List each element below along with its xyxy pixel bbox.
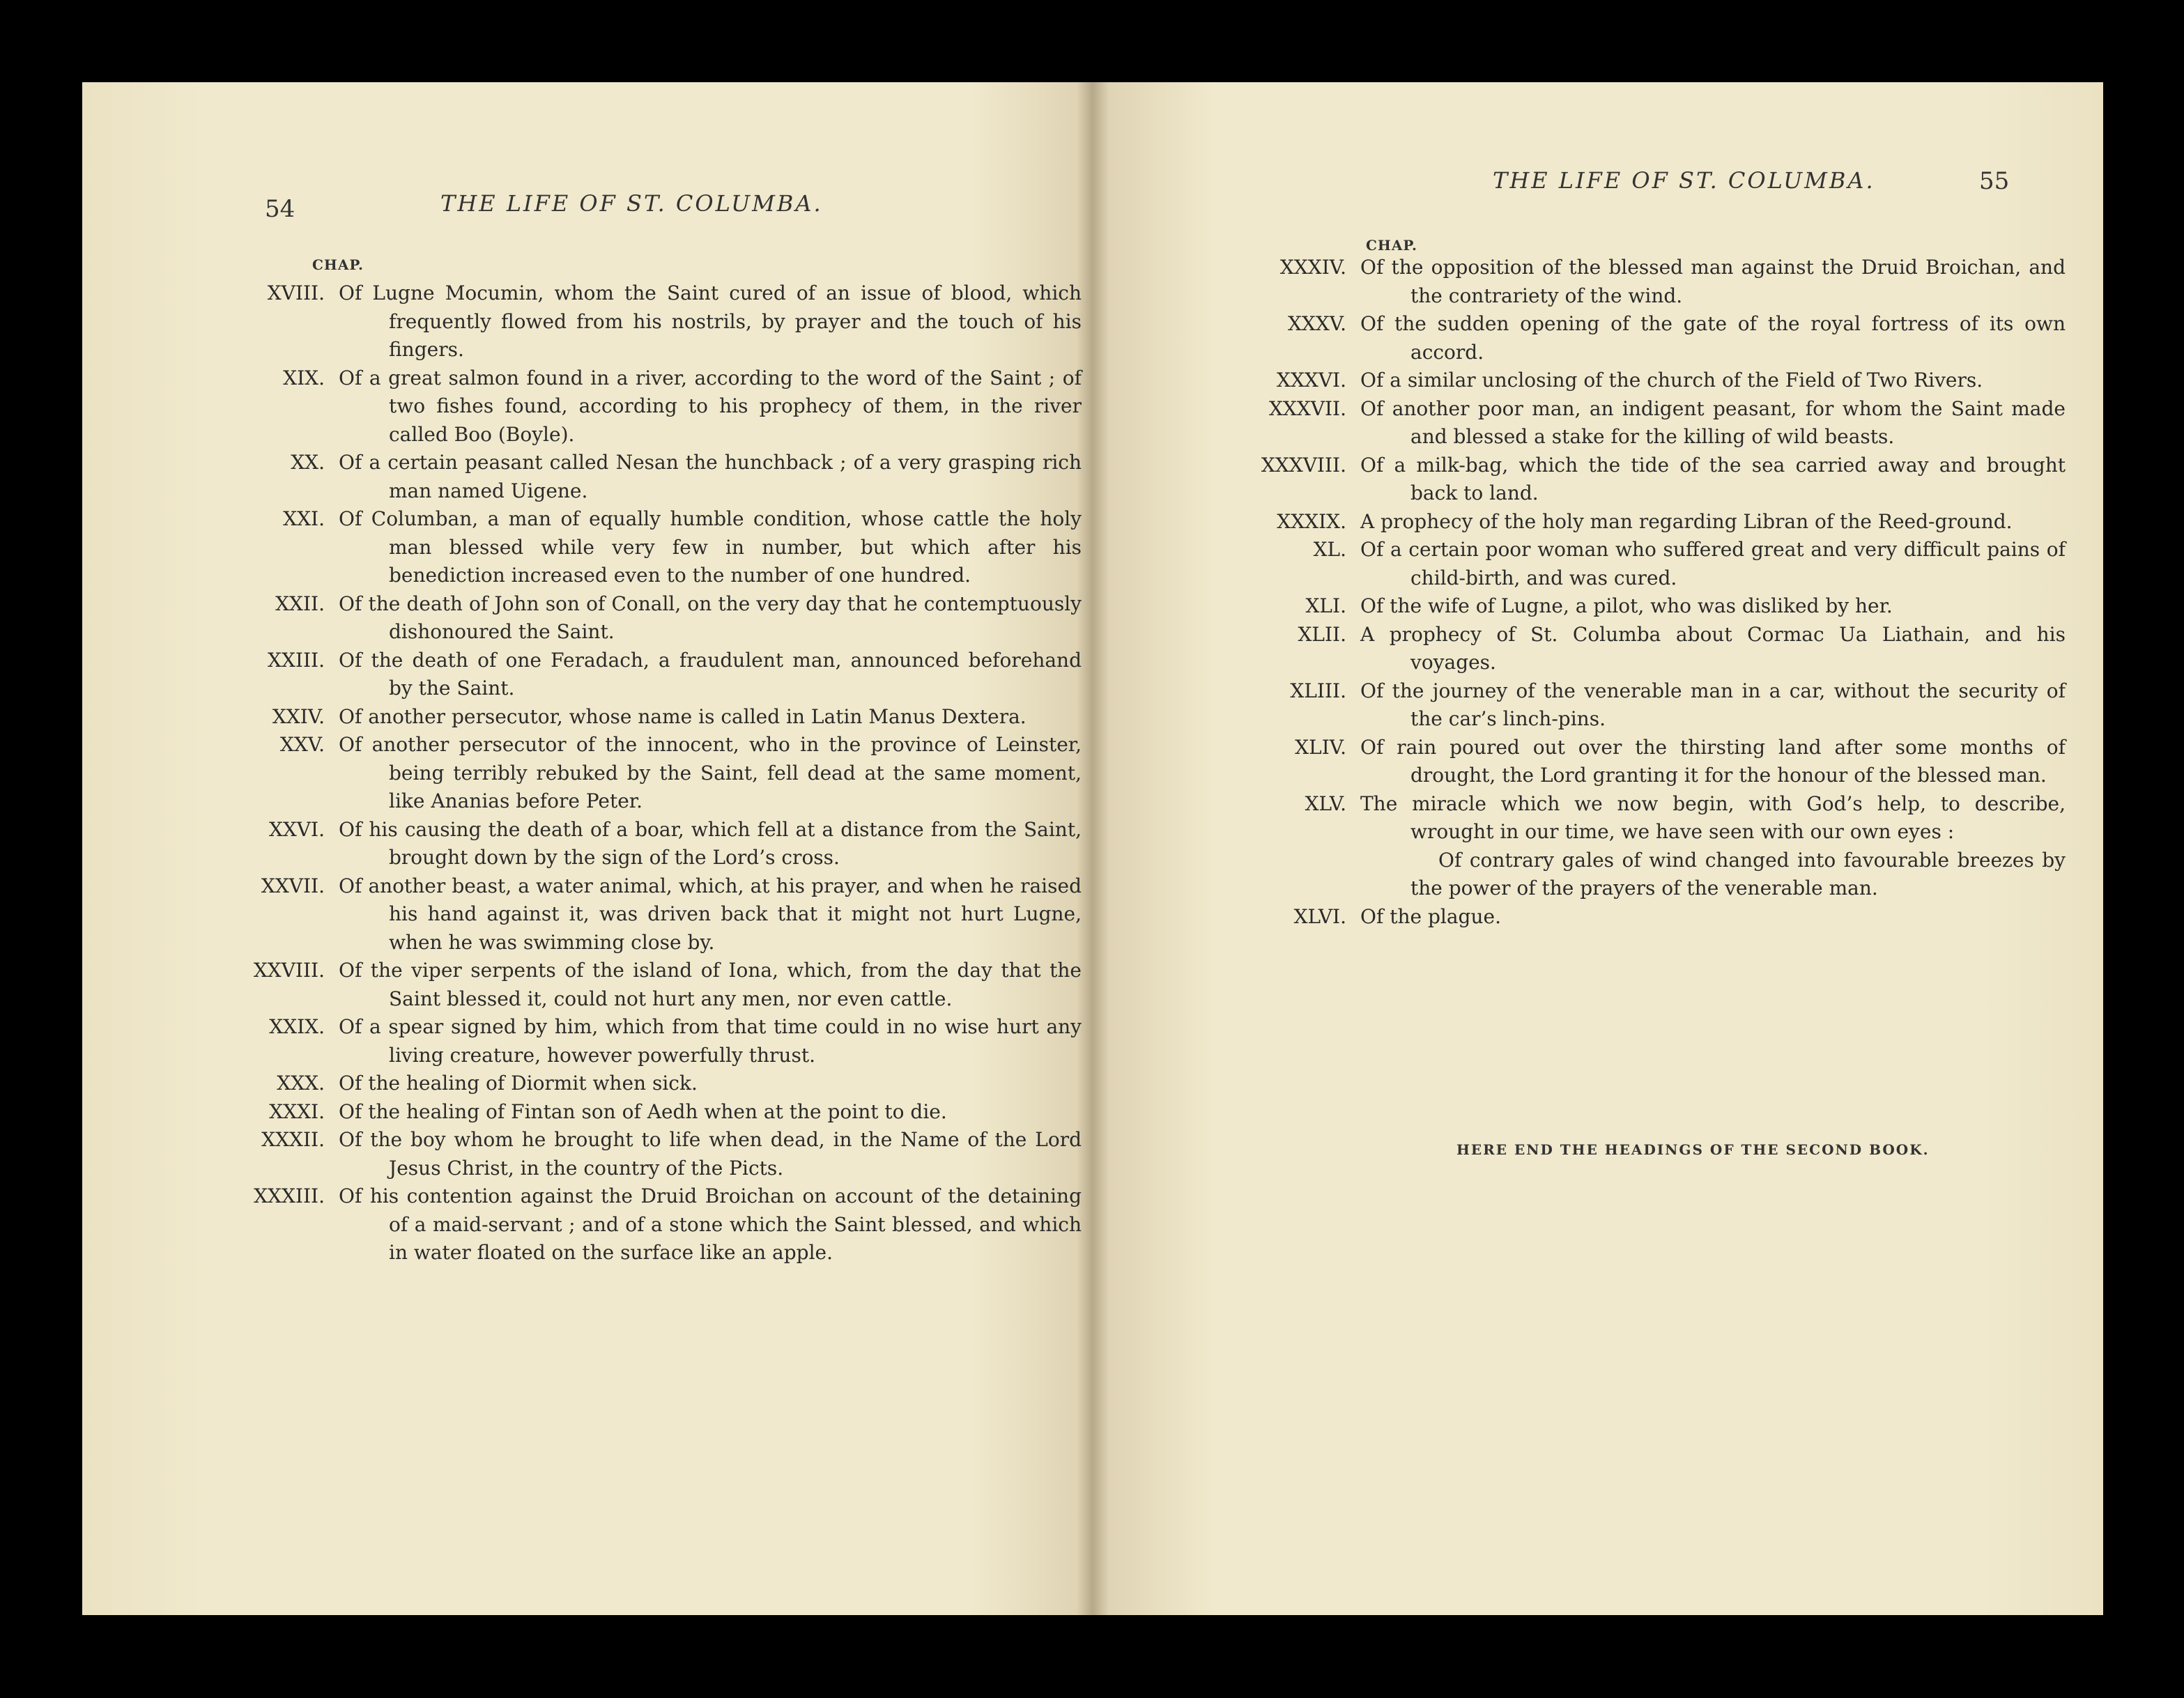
chapter-number: XL.: [1313, 538, 1346, 561]
chapter-number: XXIV.: [272, 704, 325, 728]
chapter-entry: [227, 872, 1082, 957]
chap-label: CHAP.: [312, 256, 364, 273]
chapter-text: Of the boy whom he brought to life when dead, in the Name of the Lord Jesus Christ, in the country of the Picts.: [339, 1128, 1082, 1180]
chapter-text: Of Lugne Mocumin, whom the Saint cured of an issue of blood, which frequently flowed from his nostrils, by prayer and the touch of his fingers.: [339, 281, 1082, 361]
chapter-number: XXXVII.: [1268, 396, 1346, 420]
chapter-number: XLVI.: [1293, 904, 1346, 928]
chapter-entry: [227, 1070, 1082, 1098]
chapter-text: Of another poor man, an indigent peasant, for whom the Saint made and blessed a stake for the killing of wild beasts.: [1360, 396, 2066, 448]
chapter-text: Of the sudden opening of the gate of the royal fortress of its own accord.: [1360, 312, 2066, 364]
chapter-number: XLV.: [1305, 792, 1346, 815]
chapter-text: Of the death of John son of Conall, on the very day that he contemptuously dishonoured the Saint.: [339, 592, 1082, 643]
chapter-number: XLIII.: [1290, 679, 1346, 702]
running-head: THE LIFE OF ST. COLUMBA.: [440, 190, 823, 217]
chapter-number: XLIV.: [1295, 735, 1346, 759]
chapter-entry: [1249, 621, 2066, 677]
chapter-entry: [227, 1126, 1082, 1182]
chapter-entry: [1249, 310, 2066, 366]
chapter-text: Of his contention against the Druid Broichan on account of the detaining of a maid-servant ; and of a stone which the Saint blessed, and which in water floated on the surface like an apple.: [339, 1184, 1082, 1264]
chapter-text: Of the wife of Lugne, a pilot, who was disliked by her.: [1360, 594, 1893, 617]
chapter-number: XLI.: [1305, 594, 1346, 617]
chapter-entry: [227, 647, 1082, 703]
chapter-number: XXXIII.: [254, 1184, 325, 1207]
chapter-text: Of the death of one Feradach, a fraudulent man, announced beforehand by the Saint.: [339, 648, 1082, 700]
chapter-number: XVIII.: [267, 281, 325, 304]
chapter-entry: [227, 1098, 1082, 1127]
chapter-entry: [1249, 366, 2066, 395]
book-spread: [82, 82, 2103, 1615]
chapter-number: XXVII.: [261, 874, 325, 897]
chapter-text: Of the journey of the venerable man in a car, without the security of the car’s linch-pins.: [1360, 679, 2066, 730]
chapter-entry: [227, 1182, 1082, 1267]
chapter-entry: [227, 279, 1082, 364]
chapter-number: XXV.: [279, 733, 325, 756]
chapter-text: Of a certain peasant called Nesan the hunchback ; of a very grasping rich man named Uigene.: [339, 451, 1082, 502]
chapter-number: XXVI.: [268, 817, 325, 841]
chapter-entry: [227, 449, 1082, 505]
chapter-number: XXI.: [283, 507, 325, 530]
chapter-number: XXVIII.: [253, 959, 325, 982]
chapter-text: Of a spear signed by him, which from that time could in no wise hurt any living creature, however powerfully thrust.: [339, 1015, 1082, 1067]
chap-label: CHAP.: [1366, 237, 1418, 254]
chapter-entry: [227, 364, 1082, 449]
chapter-number: XXXV.: [1287, 312, 1346, 335]
left-page: [82, 82, 1093, 1615]
chapter-continuation: Of contrary gales of wind changed into favourable breezes by the power of the prayers of the venerable man.: [1410, 848, 2066, 900]
chapter-entry: [1249, 536, 2066, 592]
chapter-list: [227, 279, 1082, 1267]
chapter-text: Of a milk-bag, which the tide of the sea carried away and brought back to land.: [1360, 453, 2066, 504]
chapter-number: XXXIV.: [1279, 256, 1346, 279]
chapter-number: XXIII.: [268, 648, 325, 672]
right-page: [1100, 82, 2103, 1615]
chapter-entry: [1249, 592, 2066, 621]
chapter-number: XXXIX.: [1277, 509, 1346, 533]
page-number: 55: [1979, 167, 2010, 195]
chapter-entry: [1249, 451, 2066, 508]
chapter-text: Of the plague.: [1360, 904, 1501, 928]
chapter-text: Of the healing of Fintan son of Aedh when at the point to die.: [339, 1099, 947, 1123]
chapter-entry: [1249, 677, 2066, 734]
chapter-number: XXXVI.: [1277, 369, 1346, 392]
chapter-number: XXXVIII.: [1261, 453, 1346, 477]
closing-line: HERE END THE HEADINGS OF THE SECOND BOOK.: [1456, 1141, 1930, 1158]
chapter-text: A prophecy of St. Columba about Cormac Ua Liathain, and his voyages.: [1360, 622, 2066, 674]
chapter-text: Of rain poured out over the thirsting land after some months of drought, the Lord granting it for the honour of the blessed man.: [1360, 735, 2066, 787]
page-number: 54: [265, 195, 295, 223]
chapter-number: XXII.: [275, 592, 325, 615]
running-head: THE LIFE OF ST. COLUMBA.: [1493, 167, 1875, 194]
chapter-entry: [227, 1013, 1082, 1070]
chapter-text: Of his causing the death of a boar, which fell at a distance from the Saint, brought down by the sign of the Lord’s cross.: [339, 817, 1082, 869]
chapter-number: XXIX.: [269, 1015, 325, 1038]
chapter-entry: [227, 505, 1082, 590]
chapter-text: Of another beast, a water animal, which, at his prayer, and when he raised his hand against it, was driven back that it might not hurt Lugne, when he was swimming close by.: [339, 874, 1082, 954]
chapter-text: Of Columban, a man of equally humble condition, whose cattle the holy man blessed while very few in number, but which after his benediction increased even to the number of one hundred.: [339, 507, 1082, 587]
chapter-entry: [1249, 254, 2066, 310]
chapter-text: A prophecy of the holy man regarding Libran of the Reed-ground.: [1360, 509, 2013, 533]
chapter-text: Of another persecutor, whose name is called in Latin Manus Dextera.: [339, 704, 1026, 728]
chapter-number: XX.: [291, 451, 325, 474]
chapter-entry: [227, 731, 1082, 816]
chapter-text: Of a certain poor woman who suffered great and very difficult pains of child-birth, and was cured.: [1360, 538, 2066, 589]
chapter-list: [1249, 254, 2066, 931]
chapter-entry: [227, 816, 1082, 872]
chapter-number: XXXII.: [261, 1128, 325, 1151]
chapter-text: Of the opposition of the blessed man against the Druid Broichan, and the contrariety of the wind.: [1360, 256, 2066, 307]
chapter-entry: [1249, 903, 2066, 932]
chapter-entry: [227, 703, 1082, 732]
chapter-text: Of another persecutor of the innocent, who in the province of Leinster, being terribly rebuked by the Saint, fell dead at the same moment, like Ananias before Peter.: [339, 733, 1082, 812]
chapter-entry: [1249, 734, 2066, 790]
chapter-text: Of the healing of Diormit when sick.: [339, 1072, 698, 1095]
chapter-entry: [227, 590, 1082, 647]
chapter-text: Of a great salmon found in a river, according to the word of the Saint ; of two fishes found, according to his prophecy of them, in the river called Boo (Boyle).: [339, 366, 1082, 446]
chapter-number: XXXI.: [269, 1099, 325, 1123]
chapter-entry: [1249, 790, 2066, 847]
chapter-entry: [227, 957, 1082, 1013]
chapter-number: XXX.: [277, 1072, 325, 1095]
chapter-entry: [1249, 508, 2066, 537]
chapter-text: Of the viper serpents of the island of Iona, which, from the day that the Saint blessed it, could not hurt any men, nor even cattle.: [339, 959, 1082, 1010]
chapter-text: Of a similar unclosing of the church of the Field of Two Rivers.: [1360, 369, 1983, 392]
chapter-number: XIX.: [283, 366, 325, 389]
chapter-text: The miracle which we now begin, with God’s help, to describe, wrought in our time, we have seen with our own eyes :: [1360, 792, 2066, 843]
chapter-entry: [1249, 395, 2066, 451]
chapter-number: XLII.: [1298, 622, 1346, 646]
